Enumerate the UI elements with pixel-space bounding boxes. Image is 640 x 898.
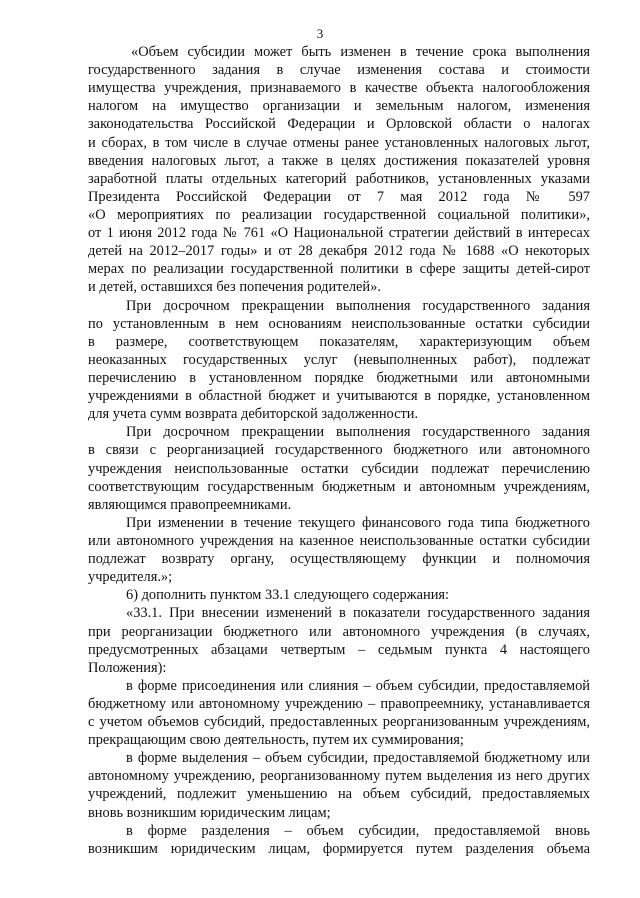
text-line: бюджетному или автономному учреждению – правопреемнику, устанавливается: [88, 695, 590, 712]
text-line: законодательства Российской Федерации и Орловской области о налогах: [88, 116, 590, 133]
text-line: в форме присоединения или слияния – объем субсидии, предоставляемой: [126, 677, 590, 694]
text-line: для учета сумм возврата дебиторской задолженности.: [88, 406, 419, 423]
text-line: в форме разделения – объем субсидии, предоставляемой вновь: [126, 822, 590, 839]
text-line: При досрочном прекращении выполнения государственного задания: [126, 424, 590, 441]
text-line: учреждений, подлежит уменьшению на объем субсидий, предоставляемых: [88, 786, 590, 803]
text-line: Президента Российской Федерации от 7 мая 2012 года № 597: [88, 188, 590, 205]
page-number: 3: [316, 26, 324, 41]
text-line: «Объем субсидии может быть изменен в течение срока выполнения: [131, 44, 590, 60]
text-line: в связи с реорганизацией государственного бюджетного или автономного: [88, 442, 590, 459]
text-line: детей на 2012–2017 годы» и от 28 декабря 2012 года № 1688 «О некоторых: [88, 243, 590, 260]
text-line: государственного задания в случае изменения состава и стоимости: [88, 62, 590, 79]
text-line: по установленным в нем основаниям неиспользованные остатки субсидии: [88, 315, 590, 332]
text-line: при реорганизации бюджетного или автономного учреждения (в случаях,: [88, 623, 590, 640]
text-line: заработной платы отдельных категорий работников, установленных указами: [88, 170, 590, 187]
text-line: в форме выделения – объем субсидии, предоставляемой бюджетному или: [126, 750, 590, 767]
text-line: перечислению в установленном порядке бюджетными или автономными: [88, 369, 590, 386]
text-line: автономному учреждению, реорганизованному путем выделения из него других: [88, 768, 590, 785]
text-line: от 1 июня 2012 года № 761 «О Национальной стратегии действий в интересах: [88, 225, 590, 242]
text-line: учредителя.»;: [88, 569, 173, 586]
text-line: прекращающим свою деятельность, путем их суммирования;: [88, 732, 464, 749]
text-line: налогом на имущество организации и земельным налогом, изменения: [88, 98, 590, 115]
text-line: При изменении в течение текущего финансового года типа бюджетного: [126, 514, 590, 531]
text-line: или автономного учреждения на казенное неиспользованные остатки субсидии: [88, 532, 590, 549]
text-line: Положения):: [88, 659, 167, 676]
text-line: учреждениями в областной бюджет и учитываются в порядке, установленном: [88, 388, 590, 405]
text-line: с учетом объемов субсидий, предоставленных реорганизованным учреждениям,: [88, 714, 590, 731]
text-line: предусмотренных абзацами четвертым – седьмым пункта 4 настоящего: [88, 641, 590, 658]
text-line: 6) дополнить пунктом 33.1 следующего содержания:: [126, 587, 450, 604]
text-line: мерах по реализации государственной политики в сфере защиты детей-сирот: [88, 261, 590, 278]
text-line: в размере, соответствующем показателям, характеризующим объем: [88, 333, 590, 350]
text-line: учреждения неиспользованные остатки субсидии подлежат перечислению: [88, 460, 590, 477]
text-line: и детей, оставшихся без попечения родителей».: [88, 279, 381, 296]
text-line: вновь возникшим юридическим лицам;: [88, 804, 331, 821]
text-line: соответствующим государственным бюджетным и автономным учреждениям,: [88, 478, 590, 495]
text-line: и сборах, в том числе в случае отмены ранее установленных налоговых льгот,: [88, 134, 590, 151]
text-line: подлежат возврату органу, осуществляющему функции и полномочия: [88, 551, 590, 568]
text-line: являющимся правопреемниками.: [88, 496, 292, 513]
text-line: введения налоговых льгот, а также в целях достижения показателей уровня: [88, 152, 590, 169]
text-line: неоказанных государственных услуг (невыполненных работ), подлежат: [88, 351, 590, 368]
text-line: возникшим юридическим лицам, формируется путем разделения объема: [88, 840, 590, 857]
document-body: [88, 43, 590, 858]
text-line: При досрочном прекращении выполнения государственного задания: [126, 297, 590, 314]
text-line: имущества учреждения, признаваемого в качестве объекта налогообложения: [88, 80, 590, 97]
text-line: «33.1. При внесении изменений в показатели государственного задания: [126, 605, 590, 622]
text-line: «О мероприятиях по реализации государственной социальной политики»,: [88, 206, 590, 223]
